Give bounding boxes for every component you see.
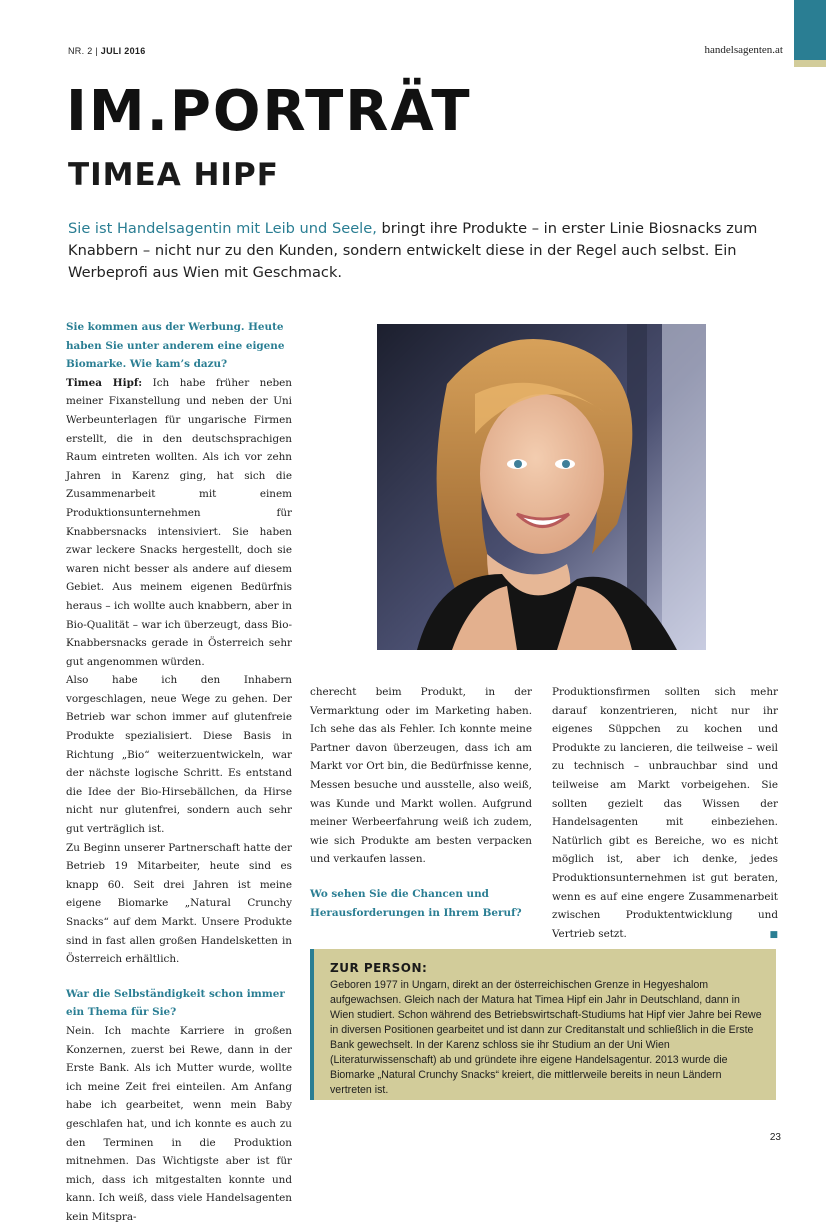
answer-1-paragraph-3: Zu Beginn unserer Partnerschaft hatte der Betrieb 19 Mitarbeiter, heute sind es knapp 60. Seit drei Jahren ist meine eigene Biomarke „Natural Crunchy Snacks“ auf dem Markt. Unsere Produkte sind in fast allen großen Handelsketten in Österreich erhältlich.	[66, 841, 292, 966]
portrait-photo	[377, 324, 706, 650]
person-box-text: Geboren 1977 in Ungarn, direkt an der österreichischen Grenze in Hegyeshalom aufgewachsen. Gleich nach der Matura hat Timea Hipf ein Jahr in Deutschland, dann in Wien studiert. Schon während des Betriebswirtschaft-Studiums hat Hipf vier Jahre bei Rewe in diversen Positionen gearbeitet und ist dann zur Creditanstalt und schließlich in die Erste Bank gewechselt. In der Karenz schloss sie ihr Studium an der Uni Wien (Literaturwissenschaft) ab und gründete ihre eigene Handelsagentur. 2013 wurde die Biomarke „Natural Crunchy Snacks“ kreiert, die mittlerweile bereits in neun Ländern vertreten ist.	[330, 979, 762, 1096]
article-end-mark: ■	[769, 930, 778, 941]
corner-tab-accent	[794, 0, 826, 60]
issue-date: JULI 2016	[100, 46, 146, 56]
issue-number: NR. 2	[68, 46, 93, 56]
issue-info	[68, 46, 146, 56]
person-info-box	[310, 949, 776, 1100]
answer-1-text: Ich habe früher neben meiner Fixanstellung und neben der Uni Werbeunterlagen für ungarische Firmen erstellt, die in den deutschsprachigen Raum eintreten wollten. Als ich vor zehn Jahren in Karenz ging, hat sich die Zusammenarbeit mit einem Produktionsunternehmen für Knabbersnacks intensiviert. Sie haben zwar leckere Snacks hergestellt, doch sie waren nicht besser als andere auf diesem Gebiet. Aus meinem eigenen Bedürfnis heraus – ich wollte auch knabbern, aber in Bio-Qualität – war ich überzeugt, dass Bio-Knabbersnacks gerade in Österreich sehr gut angenommen würden.	[66, 376, 292, 668]
answer-3: Produktionsfirmen sollten sich mehr darauf konzentrieren, nicht nur ihr eigenes Süppchen zu kochen und Produkte zu lancieren, die teilweise – weil zu technisch – unbrauchbar sind und teilweise am Markt vorbeigehen. Sie sollten gezielt das Wissen der Handelsagenten mit einbeziehen. Natürlich gibt es Bereiche, wo es nicht möglich ist, aber ich denke, jedes Produktionsunternehmen ist gut beraten, wenn es auf eine engere Zusammenarbeit zwischen Produktentwicklung und Vertrieb setzt.	[552, 686, 778, 940]
intro-text	[68, 218, 780, 284]
answer-1-paragraph-1	[66, 374, 292, 672]
page-subtitle: TIMEA HIPF	[68, 157, 279, 193]
intro-body: bringt ihre Produkte – in erster Linie Biosnacks zum Knabbern – nicht nur zu den Kunden, sondern entwickelt diese in der Regel auch selbst. Ein Werbeprofi aus Wien mit Geschmack.	[68, 220, 758, 281]
article-column-2	[310, 683, 532, 922]
intro-highlight: Sie ist Handelsagentin mit Leib und Seele,	[68, 220, 377, 237]
article-column-1	[66, 318, 292, 1227]
corner-tab-stripe	[794, 60, 826, 67]
page-number: 23	[769, 1132, 781, 1143]
website-link[interactable]: handelsagenten.at	[704, 44, 783, 56]
question-3: Wo sehen Sie die Chancen und Herausforderungen in Ihrem Beruf?	[310, 887, 522, 919]
speaker-name: Timea Hipf:	[66, 376, 143, 389]
question-1: Sie kommen aus der Werbung. Heute haben Sie unter anderem eine eigene Biomarke. Wie kam’s dazu?	[66, 321, 285, 371]
issue-separator: |	[95, 46, 98, 56]
portrait-illustration	[377, 324, 706, 650]
article-column-3	[552, 683, 778, 941]
question-2: War die Selbständigkeit schon immer ein Thema für Sie?	[66, 987, 285, 1019]
person-box-title: ZUR PERSON:	[330, 961, 428, 975]
page-title: IM.PORTRÄT	[66, 79, 472, 144]
answer-1-paragraph-2: Also habe ich den Inhabern vorgeschlagen, neue Wege zu gehen. Der Betrieb war schon immer auf glutenfreie Produkte spezialisiert. Diese Basis in Richtung „Bio“ weiterzuentwickeln, war der nächste logische Schritt. Es entstand die Idee der Bio-Hirsebällchen, da Hirse nicht nur glutenfrei, sondern auch sehr gut verträglich ist.	[66, 674, 292, 836]
answer-2-part-2: cherecht beim Produkt, in der Vermarktung oder im Marketing haben. Ich sehe das als Fehler. Ich konnte meine Partner davon überzeugen, dass ich am Markt vor Ort bin, die Bedürfnisse kenne, Messen besuche und ausstelle, also weiß, was Kunde und Markt wollen. Aufgrund meiner Werbeerfahrung weiß ich zudem, wie sich Produkte am besten verpacken und verkaufen lassen.	[310, 686, 532, 866]
answer-2-part-1: Nein. Ich machte Karriere in großen Konzernen, zuerst bei Rewe, dann in der Erste Bank. Als ich Mutter wurde, wollte ich meine Zeit frei einteilen. Am Anfang habe ich gearbeitet, wenn mein Baby geschlafen hat, und ich konnte es auch zu den Terminen in die Produktion mitnehmen. Das Wichtigste aber ist für mich, dass ich mitgestalten konnte und kann. Ich weiß, dass viele Handelsagenten kein Mitspra-	[66, 1024, 292, 1223]
